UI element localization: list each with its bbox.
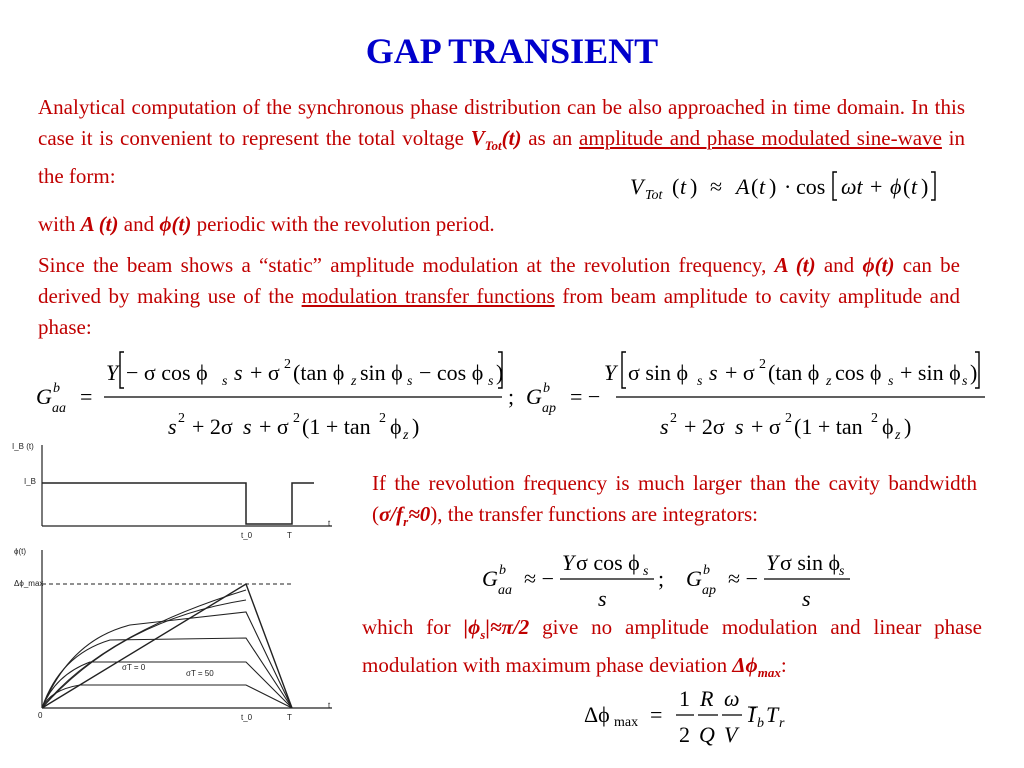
svg-text:s: s [222,374,228,389]
svg-text:s: s [888,374,894,389]
sigma-fr-condition: $\sigma/f_r\approx 0$ [379,502,431,530]
svg-text:Y: Y [562,550,575,575]
svg-text:s: s [660,414,669,439]
svg-text:): ) [904,414,912,439]
bottom-tick-t0: t_0 [241,713,253,722]
svg-text:− cos ϕ: − cos ϕ [419,360,484,385]
svg-text:s: s [735,414,744,439]
svg-text:): ) [690,174,698,199]
svg-text:≈ −: ≈ − [728,566,758,591]
svg-text:+ σ: + σ [250,360,280,385]
svg-text:b: b [53,381,60,396]
svg-text:= −: = − [570,384,601,409]
svg-text:≈: ≈ [710,174,723,199]
svg-text:cos ϕ: cos ϕ [835,360,882,385]
intro-paragraph: Analytical computation of the synchronous phase distribution can be also approached in time domain. In this case it is convenient to represent the total voltage $V_{Tot}(t)$ as an amplitude and phase modulated sine-wave in the form: [38,95,965,189]
svg-text:− σ cos ϕ: − σ cos ϕ [126,360,208,385]
integrator-paragraph: If the revolution frequency is much larger than the cavity bandwidth $(\sigma/f_r\approx 0)$, the transfer functions are integrators: [372,471,977,530]
svg-text:z: z [826,374,832,389]
with-paragraph: with A (t) and ϕ(t) periodic with the revolution period. [38,212,495,236]
svg-text:sin ϕ: sin ϕ [360,360,403,385]
svg-text:Y: Y [604,360,617,385]
svg-text:=: = [80,384,93,409]
svg-text:s: s [168,414,177,439]
svg-text:t: t [680,174,687,199]
svg-text:ϕ: ϕ [882,414,894,439]
svg-text:s: s [709,360,718,385]
bottom-tick-T: T [287,713,292,722]
svg-text:): ) [970,360,978,385]
am-pm-link[interactable]: amplitude and phase modulated sine-wave [579,126,942,150]
svg-text:+ 2σ: + 2σ [684,414,725,439]
vtot-symbol: $V_{Tot}(t)$ [470,126,522,154]
top-tick-t0: t_0 [241,531,253,540]
svg-text:(tan ϕ: (tan ϕ [768,360,820,385]
svg-text:aa: aa [498,583,512,598]
integrator-equations [478,546,858,616]
curve-label-2: σT = 50 [186,669,214,678]
svg-text:≈ −: ≈ − [524,566,554,591]
svg-text:·: · [784,174,792,199]
svg-text:): ) [412,414,420,439]
top-xaxis: t [328,519,331,528]
svg-text:b: b [499,563,506,578]
svg-text:+ σ: + σ [751,414,781,439]
svg-text:b: b [703,563,710,578]
max-deviation-paragraph: which for $|\phi_s|\approx\pi/2$ give no amplitude modulation and linear phase modulation with maximum phase deviation $\Delta\phi_{max}$: [362,615,982,681]
svg-text:ϕ: ϕ [390,414,402,439]
svg-text:(tan ϕ: (tan ϕ [293,360,345,385]
delta-phi-max-symbol: $\Delta\phi_{max}$ [732,653,781,681]
svg-text:σ sin ϕ: σ sin ϕ [628,360,689,385]
svg-text:(1 + tan: (1 + tan [794,414,863,439]
transfer-functions-link[interactable]: modulation transfer functions [301,284,555,308]
svg-text:Δϕ: Δϕ [584,702,610,727]
svg-text:s: s [488,374,494,389]
svg-text:G: G [526,384,542,409]
svg-text:G: G [482,566,498,591]
svg-text:(1 + tan: (1 + tan [302,414,371,439]
svg-text:(: ( [751,174,759,199]
svg-text:2: 2 [679,722,690,747]
curve-label-1: σT = 0 [122,663,146,672]
svg-text:(: ( [903,174,911,199]
svg-text:s: s [839,564,845,579]
svg-text:T: T [766,702,779,727]
top-ylabel: I_B (t) [12,442,34,451]
svg-text:σ cos ϕ: σ cos ϕ [576,550,640,575]
svg-text:1: 1 [679,686,690,711]
svg-text:R: R [700,686,714,711]
svg-text:G: G [36,384,52,409]
svg-text:Tot: Tot [645,188,663,203]
amplitude-symbol: A (t) [80,212,119,236]
svg-text:): ) [496,360,504,385]
svg-text:s: s [697,374,703,389]
gap-transient-figure [10,440,350,731]
svg-text:s: s [802,586,811,611]
svg-text:cos: cos [796,174,826,199]
bottom-xaxis: t [328,701,331,710]
svg-text:ω: ω [724,686,740,711]
svg-text:s: s [243,414,252,439]
svg-text:ap: ap [542,401,556,416]
page-title: GAP TRANSIENT [365,31,659,71]
svg-text:2: 2 [670,411,677,426]
svg-text:V: V [630,174,644,199]
svg-text:z: z [351,374,357,389]
svg-text:;: ; [658,566,665,591]
svg-text:b: b [543,381,550,396]
intro-text-a: Analytical computation of the synchronous phase distribution can be also approached in time domain. In this case it is convenient to represent the total voltage [38,95,965,150]
svg-text:+ σ: + σ [259,414,289,439]
since-paragraph: Since the beam shows a “static” amplitude modulation at the revolution frequency, A (t) and ϕ(t) can be derived by making use of the modulation transfer functions from beam amplitude to cavity amplitude and phase: [38,253,961,339]
svg-text:s: s [598,586,607,611]
svg-text:+ sin ϕ: + sin ϕ [900,360,961,385]
svg-text:2: 2 [293,411,300,426]
svg-text:2: 2 [871,411,878,426]
svg-text:z: z [403,428,409,443]
bottom-level-label: Δϕ_max [14,579,44,588]
phase-symbol: ϕ(t) [159,212,192,236]
svg-text:max: max [614,715,639,730]
phis-condition: $|\phi_s|\approx\pi/2$ [463,615,530,643]
top-tick-T: T [287,531,292,540]
vtot-equation [624,166,954,206]
transfer-function-equations [30,344,1000,450]
svg-text:2: 2 [379,411,386,426]
svg-text:(: ( [672,174,680,199]
svg-text:I: I [748,702,756,727]
bottom-origin: 0 [38,711,43,720]
svg-text:σ sin ϕ: σ sin ϕ [780,550,841,575]
svg-text:s: s [407,374,413,389]
svg-text:2: 2 [178,411,185,426]
svg-text:+ σ: + σ [725,360,755,385]
svg-text:;: ; [508,384,515,409]
svg-text:2: 2 [284,357,291,372]
svg-text:t: t [759,174,766,199]
max-deviation-equation [580,680,800,750]
bottom-ylabel: ϕ(t) [14,547,27,556]
svg-text:G: G [686,566,702,591]
svg-text:s: s [962,374,968,389]
svg-text:z: z [895,428,901,443]
svg-text:V: V [724,722,738,747]
svg-text:): ) [769,174,777,199]
svg-text:Q: Q [699,722,715,747]
svg-text:ap: ap [702,583,716,598]
svg-text:s: s [234,360,243,385]
svg-text:=: = [650,702,663,727]
svg-text:s: s [643,564,649,579]
svg-text:Y: Y [106,360,119,385]
svg-text:b: b [757,716,764,731]
svg-text:A: A [736,174,750,199]
top-level-label: I_B [24,477,37,486]
svg-text:ϕ: ϕ [890,174,902,199]
svg-text:+: + [870,174,883,199]
svg-text:2: 2 [759,357,766,372]
svg-text:t: t [911,174,918,199]
svg-text:ωt: ωt [841,174,863,199]
svg-text:): ) [921,174,929,199]
svg-text:2: 2 [785,411,792,426]
svg-text:aa: aa [52,401,66,416]
svg-text:r: r [779,716,785,731]
svg-text:Y: Y [766,550,779,575]
svg-text:+ 2σ: + 2σ [192,414,233,439]
